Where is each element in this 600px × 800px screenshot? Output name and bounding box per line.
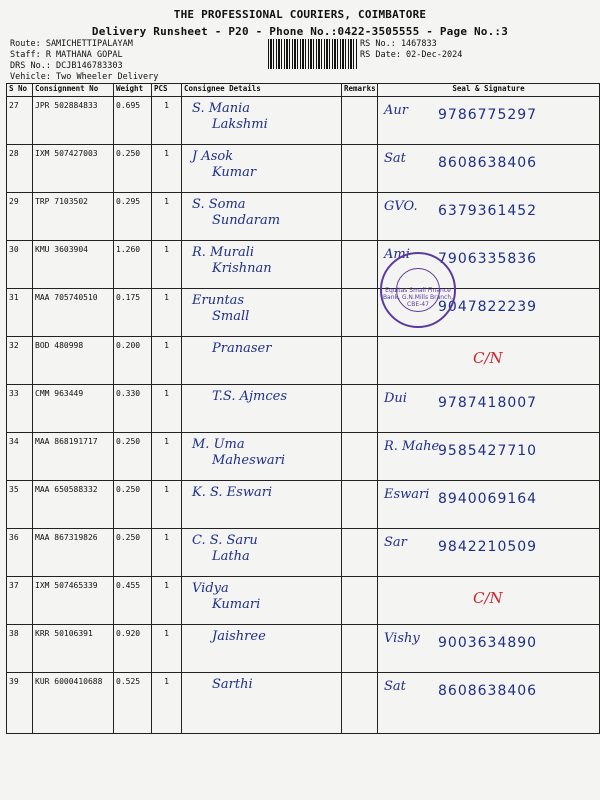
route-label: Route: SAMICHETTIPALAYAM [10, 39, 133, 49]
consignee-cell [182, 433, 342, 481]
staff-label: Staff: R MATHANA GOPAL [10, 50, 123, 60]
consignment-cell: CMM 963449 [33, 385, 114, 433]
pcs-cell: 1 [152, 193, 182, 241]
consignee-cell [182, 673, 342, 734]
handwritten-signature: Aur [384, 103, 408, 118]
signature-cell [378, 529, 600, 577]
consignee-name-line1: Eruntas [192, 293, 245, 308]
receiver-phone: 8940069164 [438, 491, 538, 507]
consignee-cell [182, 385, 342, 433]
drs-label: DRS No.: DCJB146783303 [10, 61, 123, 71]
receiver-phone: 9585427710 [438, 443, 538, 459]
consignee-name-line1: C. S. Saru [192, 533, 258, 548]
receiver-phone: 8608638406 [438, 683, 538, 699]
signature-cell [378, 625, 600, 673]
signature-cell [378, 481, 600, 529]
weight-cell: 0.175 [114, 289, 152, 337]
pcs-cell: 1 [152, 433, 182, 481]
consignment-cell: TRP 7103502 [33, 193, 114, 241]
consignee-name-line2: Pranaser [212, 341, 272, 356]
consignee-name-line2: Sarthi [212, 677, 253, 692]
serial-number-cell: 37 [7, 577, 33, 625]
serial-number-cell: 29 [7, 193, 33, 241]
remarks-cell [342, 673, 378, 734]
consignee-cell [182, 193, 342, 241]
serial-number-cell: 31 [7, 289, 33, 337]
table-row [7, 241, 600, 289]
consignment-cell: MAA 867319826 [33, 529, 114, 577]
col-header: Remarks [342, 84, 378, 97]
consignee-cell [182, 529, 342, 577]
serial-number-cell: 32 [7, 337, 33, 385]
consignment-cell: JPR 502884833 [33, 97, 114, 145]
handwritten-signature: Sat [384, 151, 406, 166]
signature-cell [378, 337, 600, 385]
table-row [7, 673, 600, 734]
consignee-name-line2: Small [212, 309, 250, 324]
receiver-phone: 7906335836 [438, 251, 538, 267]
pcs-cell: 1 [152, 673, 182, 734]
rs-date: RS Date: 02-Dec-2024 [360, 50, 463, 60]
serial-number-cell: 33 [7, 385, 33, 433]
pcs-cell: 1 [152, 529, 182, 577]
handwritten-signature: Eswari [384, 487, 430, 502]
remarks-cell [342, 625, 378, 673]
consignment-cell: IXM 507427003 [33, 145, 114, 193]
consignee-cell [182, 577, 342, 625]
cn-mark: C/N [473, 589, 503, 607]
table-row [7, 385, 600, 433]
table-row [7, 625, 600, 673]
weight-cell: 0.695 [114, 97, 152, 145]
remarks-cell [342, 433, 378, 481]
consignee-cell [182, 481, 342, 529]
table-row [7, 529, 600, 577]
table-row [7, 481, 600, 529]
handwritten-signature: Vishy [384, 631, 420, 646]
col-header: Weight [114, 84, 152, 97]
consignee-cell [182, 241, 342, 289]
consignment-cell: IXM 507465339 [33, 577, 114, 625]
remarks-cell [342, 481, 378, 529]
serial-number-cell: 39 [7, 673, 33, 734]
handwritten-signature: Ami [384, 247, 410, 262]
col-header: Consignee Details [182, 84, 342, 97]
table-row [7, 145, 600, 193]
consignee-name-line2: Krishnan [212, 261, 272, 276]
consignee-cell [182, 625, 342, 673]
pcs-cell: 1 [152, 241, 182, 289]
consignee-name-line2: Sundaram [212, 213, 281, 228]
signature-cell [378, 97, 600, 145]
receiver-phone: 9047822239 [438, 299, 538, 315]
sheet-subtitle: Delivery Runsheet - P20 - Phone No.:0422-3505555 - Page No.:3 [91, 25, 509, 38]
consignee-name-line2: Kumari [212, 597, 261, 612]
consignee-name-line1: J Asok [192, 149, 234, 164]
pcs-cell: 1 [152, 289, 182, 337]
consignment-cell: KUR 6000410688 [33, 673, 114, 734]
receiver-phone: 6379361452 [438, 203, 538, 219]
signature-cell [378, 145, 600, 193]
pcs-cell: 1 [152, 625, 182, 673]
pcs-cell: 1 [152, 337, 182, 385]
vehicle-label: Vehicle: Two Wheeler Delivery [10, 72, 159, 82]
consignment-cell: MAA 705740510 [33, 289, 114, 337]
barcode-image [268, 39, 358, 69]
pcs-cell: 1 [152, 385, 182, 433]
serial-number-cell: 36 [7, 529, 33, 577]
cn-mark: C/N [473, 349, 503, 367]
signature-cell [378, 193, 600, 241]
consignee-name-line2: Jaishree [212, 629, 266, 644]
consignee-name-line2: Latha [212, 549, 250, 564]
pcs-cell: 1 [152, 145, 182, 193]
consignee-name-line2: Kumar [212, 165, 257, 180]
col-header: PCS [152, 84, 182, 97]
pcs-cell: 1 [152, 97, 182, 145]
weight-cell: 0.455 [114, 577, 152, 625]
handwritten-signature: Dui [384, 391, 407, 406]
consignee-name-line2: Maheswari [212, 453, 286, 468]
consignee-name-line1: R. Murali [192, 245, 255, 260]
receiver-phone: 9003634890 [438, 635, 538, 651]
runsheet-table [6, 83, 600, 734]
remarks-cell [342, 193, 378, 241]
table-row [7, 97, 600, 145]
weight-cell: 0.250 [114, 481, 152, 529]
consignee-name-line1: Vidya [192, 581, 229, 596]
consignee-name-line2: Lakshmi [212, 117, 268, 132]
handwritten-signature: Sar [384, 535, 407, 550]
consignee-name-line1: S. Mania [192, 101, 251, 116]
weight-cell: 0.920 [114, 625, 152, 673]
remarks-cell [342, 241, 378, 289]
consignee-name-line1: K. S. Eswari [192, 485, 273, 500]
receiver-phone: 9787418007 [438, 395, 538, 411]
remarks-cell [342, 97, 378, 145]
table-row [7, 337, 600, 385]
receiver-phone: 9786775297 [438, 107, 538, 123]
consignee-cell [182, 97, 342, 145]
consignment-cell: BOD 480998 [33, 337, 114, 385]
consignment-cell: KRR 50106391 [33, 625, 114, 673]
weight-cell: 1.260 [114, 241, 152, 289]
handwritten-signature: Sat [384, 679, 406, 694]
weight-cell: 0.330 [114, 385, 152, 433]
serial-number-cell: 30 [7, 241, 33, 289]
handwritten-signature: R. Mahe [384, 439, 440, 454]
weight-cell: 0.250 [114, 529, 152, 577]
signature-cell [378, 673, 600, 734]
table-row [7, 289, 600, 337]
remarks-cell [342, 385, 378, 433]
weight-cell: 0.200 [114, 337, 152, 385]
stamp-text: Equitas Small Finance Bank, G.N.Mills Branch, CBE-47 [382, 287, 454, 308]
consignee-cell [182, 145, 342, 193]
serial-number-cell: 27 [7, 97, 33, 145]
remarks-cell [342, 529, 378, 577]
rs-number: RS No.: 1467833 [360, 39, 437, 49]
remarks-cell [342, 289, 378, 337]
table-row [7, 577, 600, 625]
receiver-phone: 9842210509 [438, 539, 538, 555]
consignee-cell [182, 289, 342, 337]
weight-cell: 0.250 [114, 433, 152, 481]
bank-seal-stamp [380, 252, 456, 328]
remarks-cell [342, 145, 378, 193]
col-header: Seal & Signature [378, 84, 600, 97]
table-row [7, 433, 600, 481]
serial-number-cell: 28 [7, 145, 33, 193]
pcs-cell: 1 [152, 577, 182, 625]
pcs-cell: 1 [152, 481, 182, 529]
weight-cell: 0.250 [114, 145, 152, 193]
weight-cell: 0.295 [114, 193, 152, 241]
col-header: S No [7, 84, 33, 97]
consignment-cell: MAA 868191717 [33, 433, 114, 481]
serial-number-cell: 38 [7, 625, 33, 673]
table-header-row [7, 84, 600, 97]
consignment-cell: MAA 650588332 [33, 481, 114, 529]
consignee-name-line1: M. Uma [192, 437, 245, 452]
serial-number-cell: 34 [7, 433, 33, 481]
consignee-cell [182, 337, 342, 385]
col-header: Consignment No [33, 84, 114, 97]
handwritten-signature: GVO. [384, 199, 418, 214]
receiver-phone: 8608638406 [438, 155, 538, 171]
remarks-cell [342, 337, 378, 385]
signature-cell [378, 433, 600, 481]
sheet-title: THE PROFESSIONAL COURIERS, COIMBATORE [173, 8, 427, 21]
signature-cell [378, 577, 600, 625]
table-row [7, 193, 600, 241]
consignee-name-line1: S. Soma [192, 197, 246, 212]
consignee-name-line2: T.S. Ajmces [212, 389, 287, 404]
consignment-cell: KMU 3603904 [33, 241, 114, 289]
weight-cell: 0.525 [114, 673, 152, 734]
remarks-cell [342, 577, 378, 625]
signature-cell [378, 385, 600, 433]
serial-number-cell: 35 [7, 481, 33, 529]
